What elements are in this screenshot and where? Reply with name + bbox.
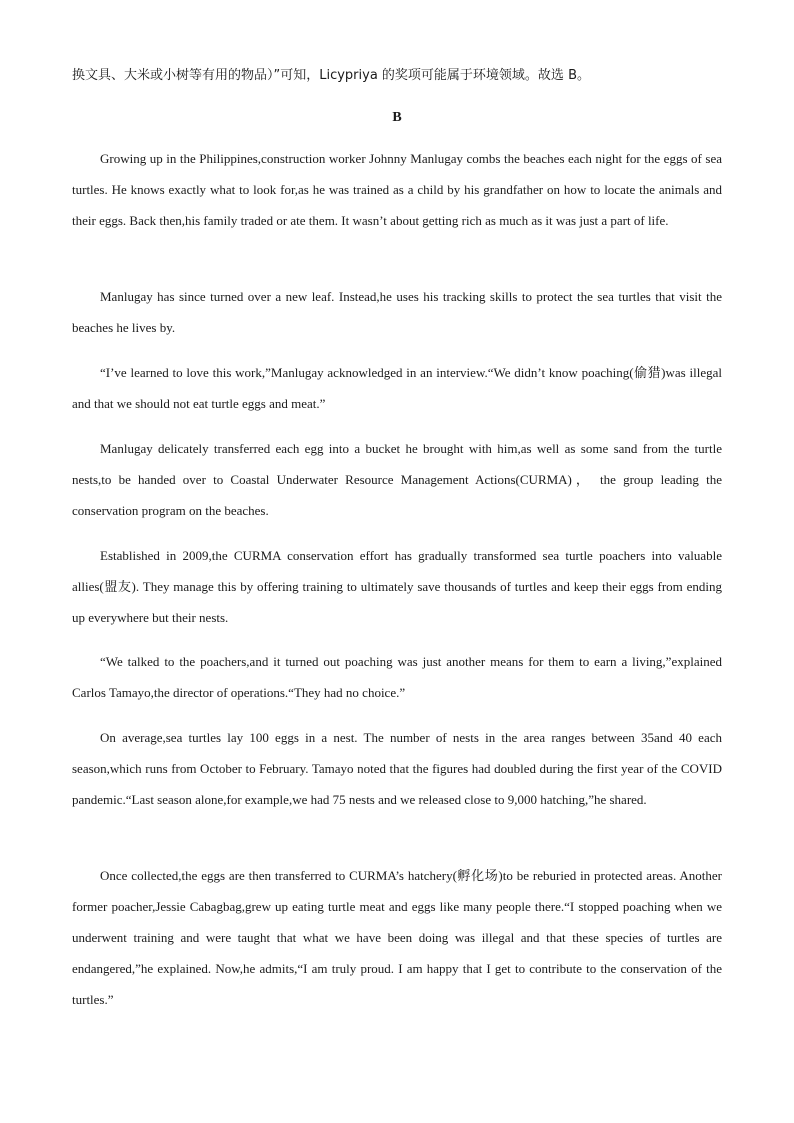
paragraph-5: Established in 2009,the CURMA conservation effort has gradually transformed sea turtle poachers into valuable allies(盟友). They manage this by offering training to ultimately save thousands of turtles and keep their eggs from ending up everywhere but their nests. bbox=[72, 548, 722, 625]
paragraph-8: Once collected,the eggs are then transferred to CURMA’s hatchery(孵化场)to be reburied in protected areas. Another former poacher,Jessie Cabagbag,grew up eating turtle meat and eggs like many people there.“I stopped poaching when we underwent training and were taught that what we have been doing was illegal and that these species of turtles are endangered,”he explained. Now,he admits,“I am truly proud. I am happy that I get to contribute to the conservation of the turtles.” bbox=[72, 868, 722, 1007]
paragraph-1: Growing up in the Philippines,construction worker Johnny Manlugay combs the beaches each night for the eggs of sea turtles. He knows exactly what to look for,as he was trained as a child by his grandfather on how to locate the animals and their eggs. Back then,his family traded or ate them. It wasn’t about getting rich as much as it was just a part of life. bbox=[72, 151, 722, 228]
paragraph-2: Manlugay has since turned over a new leaf. Instead,he uses his tracking skills to protect the sea turtles that visit the beaches he lives by. bbox=[72, 289, 722, 335]
section-heading: B bbox=[392, 110, 402, 125]
paragraph-3: “I’ve learned to love this work,”Manlugay acknowledged in an interview.“We didn’t know poaching(偷猎)was illegal and that we should not eat turtle eggs and meat.” bbox=[72, 365, 722, 411]
intro-line: 换文具、大米或小树等有用的物品）”可知，Licypriya 的奖项可能属于环境领域。故选 B。 bbox=[72, 68, 590, 83]
paragraph-4: Manlugay delicately transferred each egg into a bucket he brought with him,as well as some sand from the turtle nests,to be handed over to Coastal Underwater Resource Management Actions(CURMA)， the group leading the conservation program on the beaches. bbox=[72, 441, 722, 518]
paragraph-6: “We talked to the poachers,and it turned out poaching was just another means for them to earn a living,”explained Carlos Tamayo,the director of operations.“They had no choice.” bbox=[72, 654, 722, 700]
paragraph-7: On average,sea turtles lay 100 eggs in a nest. The number of nests in the area ranges between 35and 40 each season,which runs from October to February. Tamayo noted that the figures had doubled during the first year of the COVID pandemic.“Last season alone,for example,we had 75 nests and we released close to 9,000 hatching,”he shared. bbox=[72, 730, 722, 807]
